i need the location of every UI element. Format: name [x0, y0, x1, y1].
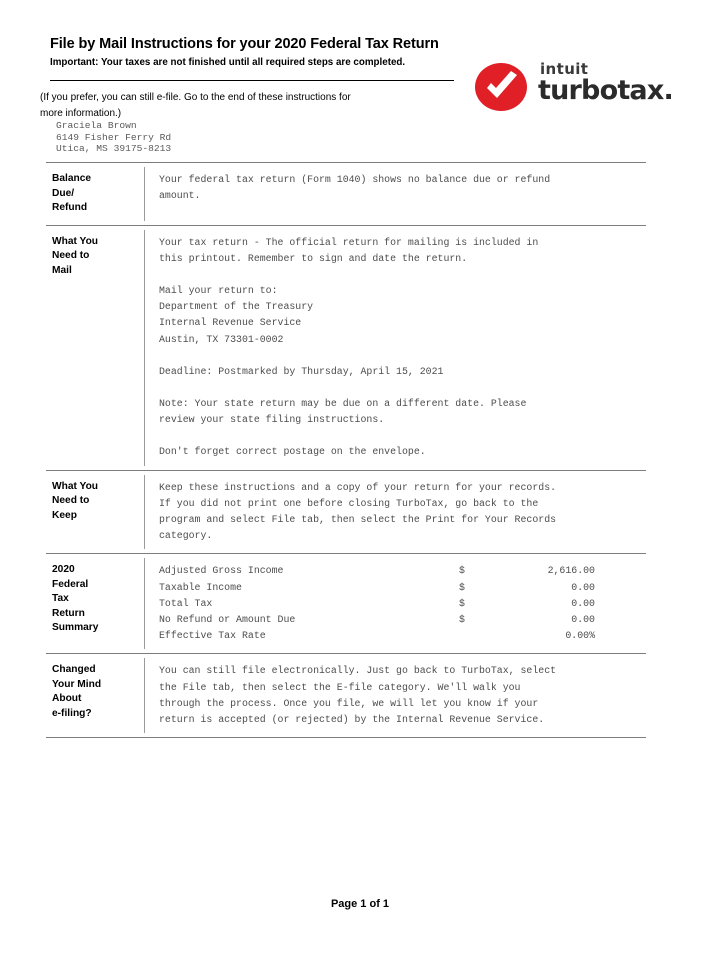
intuit-wordmark: intuit [540, 60, 589, 78]
summary-row [159, 628, 646, 644]
summary-row [159, 563, 646, 579]
section-label-line: Need to [52, 250, 90, 261]
page-footer: Page 1 of 1 [330, 898, 390, 910]
summary-row [159, 596, 646, 612]
section-label-line: Balance [52, 173, 92, 184]
section-label-line: Keep [52, 509, 77, 521]
section-text-line: amount. [159, 190, 201, 202]
summary-currency-symbol: $ [459, 581, 465, 593]
section-changed-your-mind [46, 654, 646, 737]
turbotax-wordmark: turbotax. [538, 75, 673, 106]
address-street: 6149 Fisher Ferry Rd [56, 131, 172, 143]
section-text-line: Note: Your state return may be due on a different date. Please [159, 397, 527, 409]
section-balance-due-refund [46, 163, 646, 225]
summary-value: 0.00 [571, 613, 595, 625]
section-text-line: this printout. Remember to sign and date the return. [159, 252, 468, 264]
summary-value: 2,616.00 [547, 565, 595, 577]
section-text-line: Your tax return - The official return for mailing is included in [159, 236, 539, 248]
header-divider [50, 80, 454, 81]
section-text-line: Don't forget correct postage on the envelope. [159, 446, 426, 458]
section-text-line: Your federal tax return (Form 1040) shows no balance due or refund [159, 174, 551, 185]
section-label [46, 226, 144, 470]
page-subtitle: Important: Your taxes are not finished until all required steps are completed. [50, 57, 406, 68]
turbotax-logo [474, 58, 674, 116]
section-label-line: Due/ [52, 187, 75, 199]
section-text-line: Internal Revenue Service [159, 317, 302, 329]
section-text-line: Keep these instructions and a copy of your return for your records. [159, 481, 557, 493]
section-text-line: You can still file electronically. Just go back to TurboTax, select [159, 665, 557, 677]
summary-currency-symbol: $ [459, 597, 465, 609]
instructions-table [46, 162, 646, 738]
page-title: File by Mail Instructions for your 2020 Federal Tax Return [50, 36, 439, 52]
recipient-address [56, 120, 171, 155]
section-text-line: program and select File tab, then select the Print for Your Records [159, 513, 557, 525]
section-return-summary [46, 554, 646, 653]
summary-value: 0.00 [571, 581, 595, 593]
summary-value: 0.00% [565, 630, 595, 642]
summary-row [159, 580, 646, 596]
section-label-line: Return [52, 607, 85, 619]
section-content [145, 471, 646, 554]
efile-note [40, 90, 430, 122]
section-content [145, 554, 646, 653]
section-label-line: Tax [52, 593, 69, 605]
section-text-line: the File tab, then select the E-file category. We'll walk you [159, 681, 521, 693]
summary-currency-symbol [459, 628, 503, 644]
section-label [46, 163, 144, 225]
section-label-line: Federal [52, 578, 89, 590]
section-label-line: About [52, 693, 82, 705]
section-label-line: e-filing? [52, 707, 92, 719]
section-text-line: through the process. Once you file, we will let you know if your [159, 697, 539, 709]
address-city-state-zip: Utica, MS 39175-8213 [56, 143, 172, 155]
section-content [145, 654, 646, 737]
summary-currency-symbol: $ [459, 565, 465, 577]
section-label-line: Summary [52, 622, 99, 634]
section-text-line: review your state filing instructions. [159, 414, 385, 426]
section-label [46, 654, 144, 737]
section-content [145, 163, 646, 225]
summary-label: Adjusted Gross Income [159, 565, 284, 577]
section-label-line: Refund [52, 202, 88, 213]
section-text-line: If you did not print one before closing TurboTax, go back to the [159, 497, 539, 509]
summary-label: No Refund or Amount Due [159, 613, 296, 625]
section-text-line: category. [159, 530, 213, 542]
section-what-you-need-to-mail [46, 226, 646, 470]
section-label-line: Your Mind [52, 678, 102, 690]
summary-label: Effective Tax Rate [159, 630, 266, 642]
summary-currency-symbol: $ [459, 613, 465, 625]
summary-value: 0.00 [571, 597, 595, 609]
section-divider [46, 737, 646, 738]
efile-note-line-1: (If you prefer, you can still e-file. Go to the end of these instructions for [40, 92, 351, 103]
section-label [46, 554, 144, 653]
section-text-line: return is accepted (or rejected) by the Internal Revenue Service. [159, 713, 545, 725]
section-label [46, 471, 144, 554]
section-label-line: Need to [52, 495, 90, 507]
summary-row [159, 612, 646, 628]
section-label-line: Changed [52, 664, 96, 676]
section-text-line: Austin, TX 73301-0002 [159, 333, 284, 345]
section-text-line: Department of the Treasury [159, 301, 314, 313]
section-text-line: Deadline: Postmarked by Thursday, April 15, 2021 [159, 365, 444, 377]
section-label-line: 2020 [52, 564, 75, 576]
efile-note-line-2: more information.) [40, 108, 122, 119]
summary-label: Taxable Income [159, 581, 242, 593]
section-label-line: Mail [52, 264, 72, 276]
section-content [145, 226, 646, 470]
section-text-line: Mail your return to: [159, 284, 278, 296]
section-label-line: What You [52, 235, 99, 247]
summary-label: Total Tax [159, 597, 213, 609]
address-name: Graciela Brown [56, 120, 137, 131]
section-label-line: What You [52, 480, 99, 492]
checkmark-icon [474, 60, 528, 114]
section-what-you-need-to-keep [46, 471, 646, 554]
